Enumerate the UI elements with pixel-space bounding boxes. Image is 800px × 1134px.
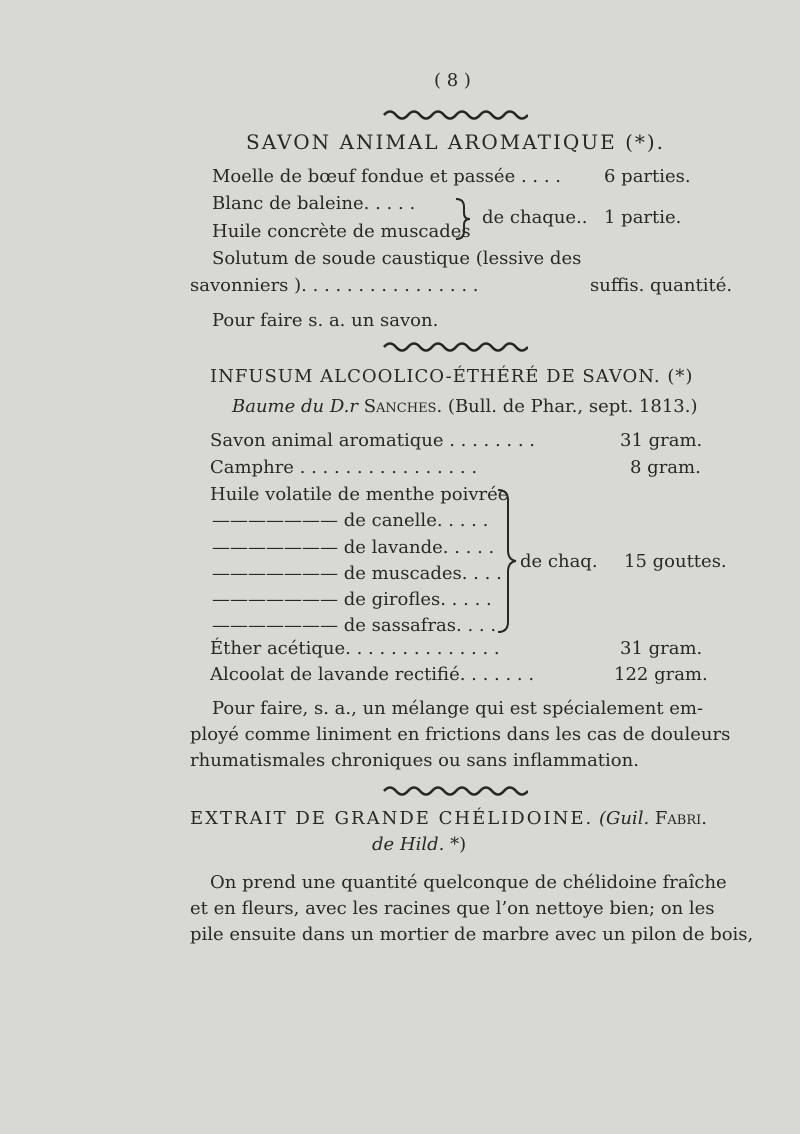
reference: [232, 396, 698, 417]
section-title: SAVON ANIMAL AROMATIQUE (*).: [246, 130, 666, 154]
reference-author-name: Sanches.: [363, 396, 443, 417]
oil-item: ——————— de girofles. . . . .: [212, 589, 492, 610]
oil-item: ——————— de lavande. . . . .: [212, 537, 495, 558]
oil-item: ——————— de muscades. . . .: [212, 563, 502, 584]
ingredient-name: Savon animal aromatique . . . . . . . .: [210, 430, 536, 451]
ingredient-name: Alcoolat de lavande rectifié. . . . . . .: [210, 664, 535, 685]
reference-source: (Bull. de Phar., sept. 1813.): [447, 396, 698, 417]
ingredient-qty: 1 partie.: [604, 207, 682, 228]
ingredient-each: de chaque..: [482, 207, 588, 228]
ingredient-qty: 31 gram.: [620, 430, 703, 451]
oil-item: Huile volatile de menthe poivrée: [210, 484, 509, 505]
ingredient-qty: 31 gram.: [620, 638, 703, 659]
brace-icon: [496, 488, 518, 634]
ingredient-name: Huile concrète de muscades: [212, 221, 471, 242]
paragraph-line: Pour faire, s. a., un mélange qui est spécialement em-: [212, 698, 704, 719]
ornament-divider: [382, 108, 528, 122]
section-title: EXTRAIT DE GRANDE CHÉLIDOINE.: [190, 808, 594, 829]
page-number: ( 8 ): [434, 70, 471, 91]
ingredient-name: Solutum de soude caustique (lessive des: [212, 248, 582, 269]
ornament-divider: [382, 784, 528, 798]
ingredient-qty: 6 parties.: [604, 166, 691, 187]
author-suffix: de Hild.: [372, 834, 445, 855]
ornament-divider: [382, 340, 528, 354]
ingredient-name: Camphre . . . . . . . . . . . . . . . .: [210, 457, 478, 478]
reference-author: Baume du D.r: [232, 396, 358, 417]
ingredient-name: Blanc de baleine. . . . .: [212, 193, 416, 214]
oil-item: ——————— de sassafras. . . . .: [212, 615, 508, 636]
oil-each: de chaq.: [520, 551, 598, 572]
paragraph-line: ployé comme liniment en frictions dans les cas de douleurs: [190, 724, 731, 745]
paragraph-line: pile ensuite dans un mortier de marbre avec un pilon de bois,: [190, 924, 754, 945]
ingredient-name: Éther acétique. . . . . . . . . . . . . .: [210, 638, 500, 659]
author-prefix: (Guil.: [598, 808, 650, 829]
ingredient-name: savonniers ). . . . . . . . . . . . . . . .: [190, 275, 479, 296]
brace-icon: [454, 197, 472, 241]
section-title-line: [190, 808, 707, 829]
ingredient-name: Moelle de bœuf fondue et passée . . . .: [212, 166, 561, 187]
paragraph-line: rhumatismales chroniques ou sans inflammation.: [190, 750, 639, 771]
footnote-mark: *): [450, 834, 467, 855]
paragraph-line: et en fleurs, avec les racines que l’on nettoye bien; on les: [190, 898, 715, 919]
instruction: Pour faire s. a. un savon.: [212, 310, 439, 331]
ingredient-qty: 122 gram.: [614, 664, 708, 685]
author-line: [372, 834, 466, 855]
ingredient-qty: 8 gram.: [630, 457, 701, 478]
ingredient-qty: suffis. quantité.: [590, 275, 733, 296]
oil-item: ——————— de canelle. . . . .: [212, 510, 489, 531]
paragraph-line: On prend une quantité quelconque de chélidoine fraîche: [210, 872, 727, 893]
oil-qty: 15 gouttes.: [624, 551, 727, 572]
author-name: Fabri.: [654, 808, 707, 829]
section-title: INFUSUM ALCOOLICO-ÉTHÉRÉ DE SAVON. (*): [210, 366, 694, 387]
